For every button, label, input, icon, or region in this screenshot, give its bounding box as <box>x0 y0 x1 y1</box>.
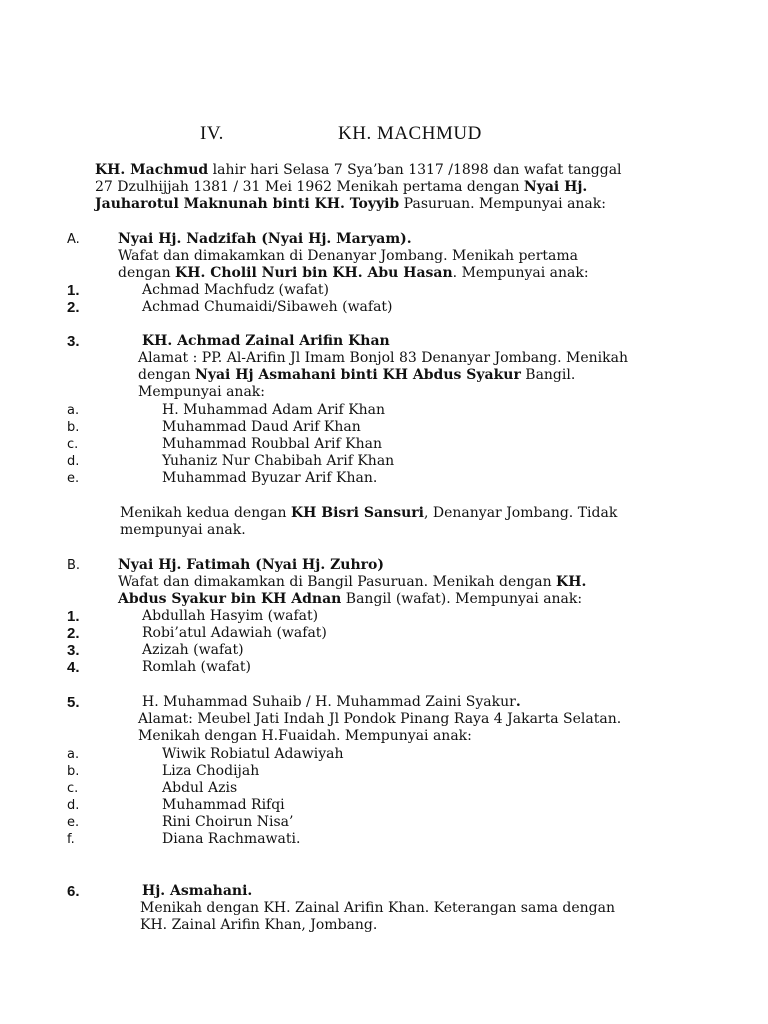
child-name: Liza Chodijah <box>162 763 260 779</box>
child-name: Achmad Chumaidi/Sibaweh (wafat) <box>142 299 393 315</box>
list-letter: a. <box>67 403 80 418</box>
section-b-line-2: Abdus Syakur bin KH Adnan Bangil (wafat). Mempunyai anak: <box>118 591 583 607</box>
child-name: Achmad Machfudz (wafat) <box>142 282 329 298</box>
list-letter: f. <box>67 832 75 847</box>
item-3-second-marriage-line-1: Menikah kedua dengan KH Bisri Sansuri, Denanyar Jombang. Tidak <box>120 505 618 521</box>
item-5-line-2: Menikah dengan H.Fuaidah. Mempunyai anak: <box>138 728 472 744</box>
list-number: 2. <box>67 625 80 642</box>
child-name: Rini Choirun Nisa’ <box>162 814 294 830</box>
chapter-title: KH. MACHMUD <box>338 123 482 144</box>
item-3-line-3: Mempunyai anak: <box>138 384 265 400</box>
child-name: Azizah (wafat) <box>142 642 244 658</box>
list-letter: b. <box>67 764 80 779</box>
item-5-name: H. Muhammad Suhaib / H. Muhammad Zaini Syakur. <box>142 694 521 710</box>
item-5-line-1: Alamat: Meubel Jati Indah Jl Pondok Pinang Raya 4 Jakarta Selatan. <box>138 711 622 727</box>
section-b-line-1: Wafat dan dimakamkan di Bangil Pasuruan. Menikah dengan KH. <box>118 574 587 590</box>
list-number: 5. <box>67 694 80 711</box>
child-name: Robi’atul Adawiah (wafat) <box>142 625 327 641</box>
section-a-line-1: Wafat dan dimakamkan di Denanyar Jombang. Menikah pertama <box>118 248 578 264</box>
list-number: 1. <box>67 282 80 299</box>
intro-line-1: KH. Machmud lahir hari Selasa 7 Sya’ban 1317 /1898 dan wafat tanggal <box>95 162 622 178</box>
child-name: Diana Rachmawati. <box>162 831 301 847</box>
chapter-numeral: IV. <box>200 123 224 144</box>
section-a-line-2: dengan KH. Cholil Nuri bin KH. Abu Hasan. Mempunyai anak: <box>118 265 589 281</box>
child-name: Muhammad Roubbal Arif Khan <box>162 436 382 452</box>
list-letter: d. <box>67 798 80 813</box>
list-letter: d. <box>67 454 80 469</box>
list-number: 3. <box>67 642 80 659</box>
intro-line-3: Jauharotul Maknunah binti KH. Toyyib Pasuruan. Mempunyai anak: <box>95 196 606 212</box>
item-6-name: Hj. Asmahani. <box>142 883 253 899</box>
list-letter: e. <box>67 815 80 830</box>
child-name: Yuhaniz Nur Chabibah Arif Khan <box>162 453 395 469</box>
item-6-line-1: Menikah dengan KH. Zainal Arifin Khan. Keterangan sama dengan <box>140 900 615 916</box>
list-number: 6. <box>67 883 80 900</box>
item-3-line-2: dengan Nyai Hj Asmahani binti KH Abdus Syakur Bangil. <box>138 367 576 383</box>
child-name: Muhammad Byuzar Arif Khan. <box>162 470 378 486</box>
child-name: Muhammad Daud Arif Khan <box>162 419 361 435</box>
section-a-name: Nyai Hj. Nadzifah (Nyai Hj. Maryam). <box>118 231 412 247</box>
section-b-name: Nyai Hj. Fatimah (Nyai Hj. Zuhro) <box>118 557 384 573</box>
child-name: Wiwik Robiatul Adawiyah <box>162 746 344 762</box>
subject-name: KH. Machmud <box>95 162 209 178</box>
list-letter: c. <box>67 437 79 452</box>
list-number: 1. <box>67 608 80 625</box>
child-name: Muhammad Rifqi <box>162 797 285 813</box>
list-letter: c. <box>67 781 79 796</box>
list-number: 3. <box>67 333 80 350</box>
item-6-line-2: KH. Zainal Arifin Khan, Jombang. <box>140 917 378 933</box>
item-3-line-1: Alamat : PP. Al-Arifin Jl Imam Bonjol 83 Denanyar Jombang. Menikah <box>138 350 628 366</box>
list-letter: e. <box>67 471 80 486</box>
list-number: 2. <box>67 299 80 316</box>
child-name: Abdullah Hasyim (wafat) <box>142 608 319 624</box>
child-name: Romlah (wafat) <box>142 659 251 675</box>
child-name: Abdul Azis <box>162 780 238 796</box>
list-letter: a. <box>67 747 80 762</box>
item-3-name: KH. Achmad Zainal Arifin Khan <box>142 333 390 349</box>
child-name: H. Muhammad Adam Arif Khan <box>162 402 386 418</box>
section-a-marker: A. <box>67 232 80 247</box>
intro-line-2: 27 Dzulhijjah 1381 / 31 Mei 1962 Menikah pertama dengan Nyai Hj. <box>95 179 588 195</box>
item-3-second-marriage-line-2: mempunyai anak. <box>120 522 246 538</box>
list-letter: b. <box>67 420 80 435</box>
list-number: 4. <box>67 659 80 676</box>
section-b-marker: B. <box>67 558 81 573</box>
